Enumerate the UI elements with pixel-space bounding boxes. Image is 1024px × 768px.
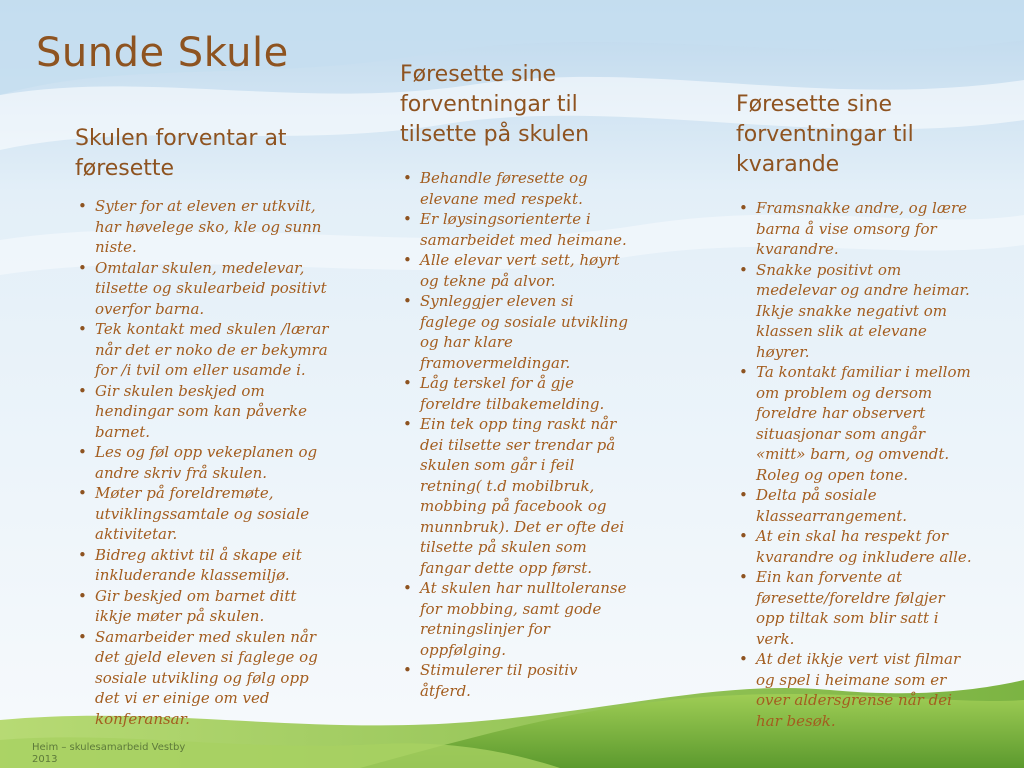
list-item [736,362,976,485]
list-item-text: Synleggjer eleven si faglege og sosiale utvikling og har klare framovermeldingar. [420,292,628,372]
column-school-expects [75,124,337,729]
list-item-text: Omtalar skulen, medelevar, tilsette og skulearbeid positivt overfor barna. [95,258,327,318]
bullet-icon: • [739,363,748,381]
list-item [75,545,337,586]
slide-footer: Heim – skulesamarbeid Vestby 2013 [32,742,186,765]
bullet-icon: • [78,258,87,277]
list-item-text: Alle elevar vert sett, høyrt og tekne på alvor. [420,251,620,290]
list-item-text: Stimulerer til positiv åtferd. [420,661,578,700]
list-item [75,586,337,627]
list-item [75,319,337,381]
list-item-text: Delta på sosiale klassearrangement. [756,486,908,525]
list-item-text: Snakke positivt om medelevar og andre heimar. Ikkje snakke negativt om klassen slik at elevane høyrer. [756,260,970,361]
list-item [75,627,337,730]
list-item [736,649,976,731]
list-item-text: At det ikkje vert vist filmar og spel i heimane som er over aldersgrense når dei har besøk. [756,650,961,730]
list-item-text: Les og føl opp vekeplanen og andre skriv frå skulen. [95,443,318,482]
bullet-icon: • [403,374,412,392]
list-item [400,291,632,373]
bullet-icon: • [78,627,87,646]
list-item [75,442,337,483]
list-item-text: Møter på foreldremøte, utviklingssamtale og sosiale aktivitetar. [95,484,310,543]
column-parents-expect-each-other [736,90,976,731]
bullet-icon: • [78,320,87,338]
expectation-list [75,196,337,729]
bullet-icon: • [403,579,412,597]
list-item [75,258,337,320]
list-item-text: Samarbeider med skulen når det gjeld eleven si faglege og sosiale utvikling og følg opp det vi er einige om ved konferansar. [95,627,318,728]
list-item-text: Syter for at eleven er utkvilt, har høvelege sko, kle og sunn niste. [95,197,322,256]
list-item-text: Gir skulen beskjed om hendingar som kan påverke barnet. [95,381,307,441]
list-item [75,196,337,258]
bullet-icon: • [739,199,748,217]
list-item-text: Ein tek opp ting raskt når dei tilsette ser trendar på skulen som går i feil retning( t.d mobilbruk, mobbing på facebook og munnbruk). Det er ofte dei tilsette på skulen som fangar dette opp først. [420,415,625,577]
bullet-icon: • [78,443,87,461]
list-item-text: Ta kontakt familiar i mellom om problem og dersom foreldre har observert situasjonar som angår «mitt» barn, og omvendt. Roleg og open tone. [756,363,971,484]
expectation-list [400,168,632,701]
list-item-text: Tek kontakt med skulen /lærar når det er noko de er bekymra for /i tvil om eller usamde i. [95,320,329,379]
bullet-icon: • [403,251,412,269]
list-item-text: At skulen har nulltoleranse for mobbing, samt gode retningslinjer for oppfølging. [420,579,627,659]
list-item-text: Bidreg aktivt til å skape eit inkluderande klassemiljø. [95,545,302,584]
list-item [400,250,632,291]
bullet-icon: • [78,545,87,564]
list-item [75,381,337,443]
list-item [736,260,976,363]
list-item [736,567,976,649]
list-item-text: Behandle føresette og elevane med respekt. [420,169,588,208]
list-item [400,660,632,701]
column-heading: Føresette sine forventningar til kvarande [736,92,914,177]
expectation-list [736,198,976,731]
list-item-text: At ein skal ha respekt for kvarandre og inkludere alle. [756,527,972,566]
bullet-icon: • [78,484,87,502]
column-parents-expect-staff [400,60,632,701]
bullet-icon: • [403,169,412,187]
list-item-text: Låg terskel for å gje foreldre tilbakemelding. [420,374,605,413]
bullet-icon: • [739,568,748,586]
list-item [400,373,632,414]
list-item-text: Gir beskjed om barnet ditt ikkje møter på skulen. [95,586,297,625]
list-item [400,209,632,250]
column-heading: Føresette sine forventningar til tilsette på skulen [400,62,590,147]
bullet-icon: • [739,527,748,545]
bullet-icon: • [739,650,748,668]
bullet-icon: • [403,210,412,228]
list-item [736,526,976,567]
bullet-icon: • [739,260,748,279]
bullet-icon: • [403,661,412,679]
list-item [400,578,632,660]
list-item-text: Framsnakke andre, og lære barna å vise omsorg for kvarandre. [756,199,968,258]
bullet-icon: • [403,415,412,433]
list-item [75,483,337,545]
bullet-icon: • [403,292,412,310]
list-item-text: Er løysingsorienterte i samarbeidet med heimane. [420,210,627,249]
list-item [400,168,632,209]
bullet-icon: • [78,197,87,215]
list-item-text: Ein kan forvente at føresette/foreldre følgjer opp tiltak som blir satt i verk. [756,568,945,648]
column-heading: Skulen forventar at føresette [75,126,287,181]
list-item [736,198,976,260]
bullet-icon: • [78,586,87,605]
bullet-icon: • [739,486,748,504]
list-item [400,414,632,578]
list-item [736,485,976,526]
slide-title: Sunde Skule [36,30,289,76]
bullet-icon: • [78,381,87,400]
